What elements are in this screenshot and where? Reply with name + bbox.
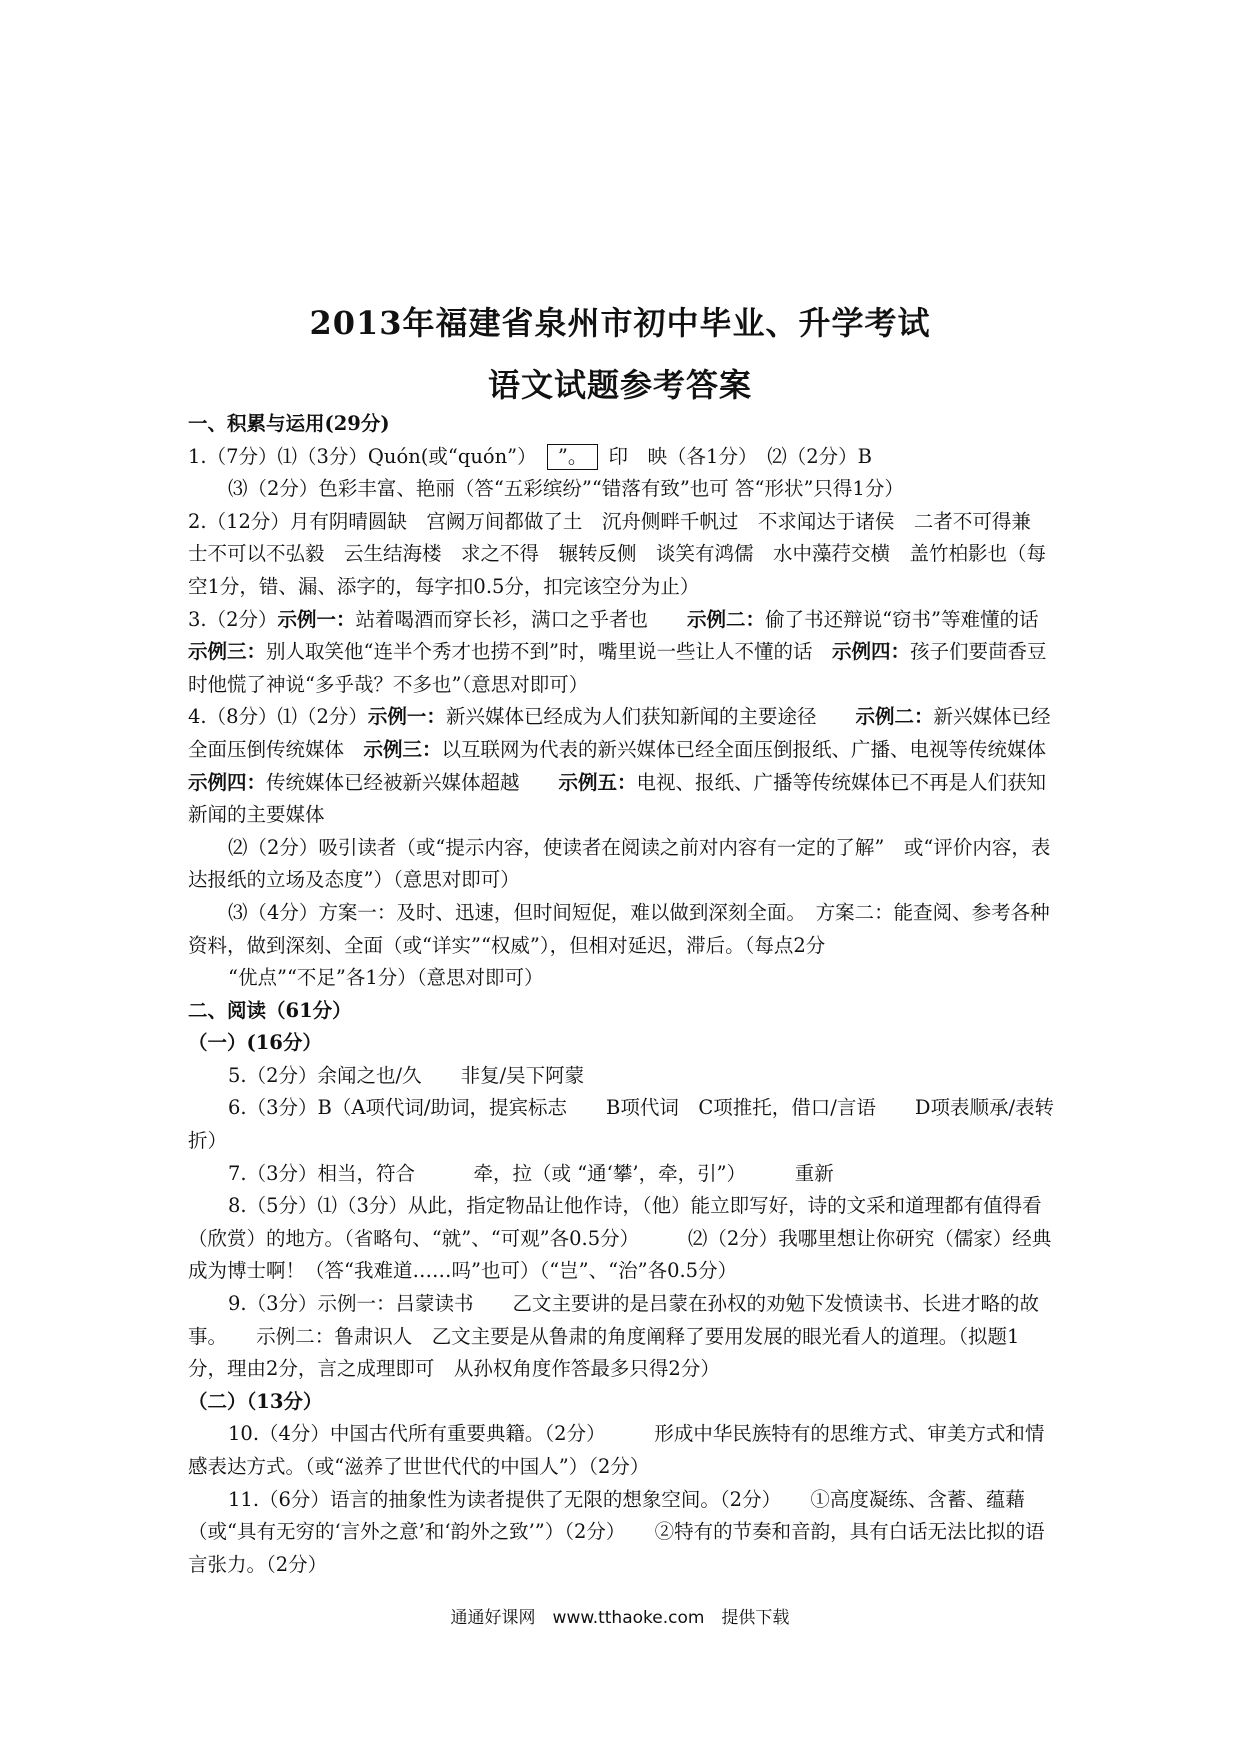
answer-text: 别人取笑他“连半个秀才也捞不到”时，嘴里说一些让人不懂的话 <box>266 640 832 664</box>
example-label: 示例三： <box>363 737 442 761</box>
answer-q10: 10.（4分）中国古代所有重要典籍。（2分） 形成中华民族特有的思维方式、审美方式和情感表达方式。（或“滋养了世世代代的中国人”）（2分） <box>188 1422 1045 1478</box>
answer-text: 印 映（各1分） ⑵（2分）B <box>608 444 872 468</box>
exam-title: 2013年福建省泉州市初中毕业、升学考试 <box>309 304 931 342</box>
answer-q3 <box>188 604 1058 702</box>
exam-subtitle: 语文试题参考答案 <box>487 366 752 404</box>
example-label: 示例四： <box>831 640 910 664</box>
answer-text: 4.（8分）⑴（2分） <box>188 705 368 729</box>
download-footer: 通通好课网 www.tthaoke.com 提供下载 <box>450 1608 790 1628</box>
answer-q1 <box>188 441 1058 474</box>
answer-text: 孩子们要茴香豆时他慌了神说“多乎哉？不多也”（意思对即可） <box>188 640 1047 696</box>
answer-q8: 8.（5分）⑴（3分）从此，指定物品让他作诗，（他）能立即写好，诗的文采和道理都有值得看（欣赏）的地方。（省略句、“就”、“可观”各0.5分） ⑵（2分）我哪里想让你研究（儒家）经典成为博士啊！（答“我难道……吗”也可）（“岂”、“治”各0.5分） <box>188 1194 1052 1283</box>
section-heading: 二、阅读（61分） <box>188 998 352 1022</box>
answer-q11: 11.（6分）语言的抽象性为读者提供了无限的想象空间。（2分） ①高度凝练、含蓄、蕴藉（或“具有无穷的‘言外之意’和‘韵外之致’”）（2分） ②特有的节奏和音韵，具有白话无法比拟的语言张力。（2分） <box>188 1487 1045 1576</box>
answer-q5: 5.（2分）余闻之也/久 非复/吴下阿蒙 <box>228 1063 585 1087</box>
answer-text: 站着喝酒而穿长衫，满口之乎者也 <box>355 607 688 631</box>
example-label: 示例一： <box>277 607 356 631</box>
example-label: 示例五： <box>558 770 637 794</box>
answer-text: 新兴媒体已经全面压倒传统媒体 <box>188 705 1051 761</box>
answer-body <box>188 408 1066 1581</box>
answer-q4 <box>188 701 1066 831</box>
answer-q4-part3-note: “优点”“不足”各1分）（意思对即可） <box>228 966 544 990</box>
answer-q1-part3: ⑶（2分）色彩丰富、艳丽（答“五彩缤纷”“错落有致”也可 答“形状”只得1分） <box>228 477 904 501</box>
answer-text: 新兴媒体已经成为人们获知新闻的主要途径 <box>445 705 856 729</box>
answer-q6: 6.（3分）B（A项代词/助词，提宾标志 B项代词 C项推托，借口/言语 D项表顺承/表转折） <box>188 1096 1055 1153</box>
answer-q2: 2.（12分）月有阴晴圆缺 宫阙万间都做了土 沉舟侧畔千帆过 不求闻达于诸侯 二者不可得兼 士不可以不弘毅 云生结海楼 求之不得 辗转反侧 谈笑有鸿儒 水中藻荇交横 盖竹柏影也（每空1分，错、漏、添字的，每字扣0.5分，扣完该空分为止） <box>188 509 1051 598</box>
answer-q7: 7.（3分）相当，符合 牵，拉（或 “通‘攀’，牵，引”） 重新 <box>228 1161 834 1185</box>
example-label: 示例三： <box>188 640 267 664</box>
answer-text: 偷了书还辩说“窃书”等难懂的话 <box>765 607 1059 631</box>
example-label: 示例二： <box>855 705 934 729</box>
subsection-heading: （二）（13分） <box>188 1389 323 1413</box>
section-heading: 一、积累与运用(29分) <box>188 412 390 435</box>
answer-text: 电视、报纸、广播等传统媒体已不再是人们获知新闻的主要媒体 <box>188 770 1047 827</box>
boxed-punctuation: ”。 <box>547 444 598 470</box>
example-label: 示例二： <box>687 607 766 631</box>
subsection-heading: （一）(16分） <box>188 1031 322 1055</box>
answer-q9: 9.（3分）示例一：吕蒙读书 乙文主要讲的是吕蒙在孙权的劝勉下发愤读书、长进才略的故事。 示例二：鲁肃识人 乙文主要是从鲁肃的角度阐释了要用发展的眼光看人的道理。（拟题1分，理由2分，言之成理即可 从孙权角度作答最多只得2分） <box>188 1292 1040 1381</box>
answer-text: 以互联网为代表的新兴媒体已经全面压倒报纸、广播、电视等传统媒体 <box>441 737 1066 761</box>
example-label: 示例四： <box>188 770 267 794</box>
answer-text: 3.（2分） <box>188 607 278 631</box>
answer-q4-part3: ⑶（4分）方案一：及时、迅速，但时间短促，难以做到深刻全面。 方案二：能查阅、参考各种资料，做到深刻、全面（或“详实”“权威”），但相对延迟，滞后。（每点2分 <box>188 900 1050 957</box>
answer-text: 传统媒体已经被新兴媒体超越 <box>266 770 559 794</box>
example-label: 示例一： <box>367 705 446 729</box>
answer-text: 1.（7分）⑴（3分）Quón(或“quón”） <box>188 444 537 468</box>
answer-q4-part2: ⑵（2分）吸引读者（或“提示内容，使读者在阅读之前对内容有一定的了解” 或“评价内容，表达报纸的立场及态度”）（意思对即可） <box>188 835 1051 892</box>
